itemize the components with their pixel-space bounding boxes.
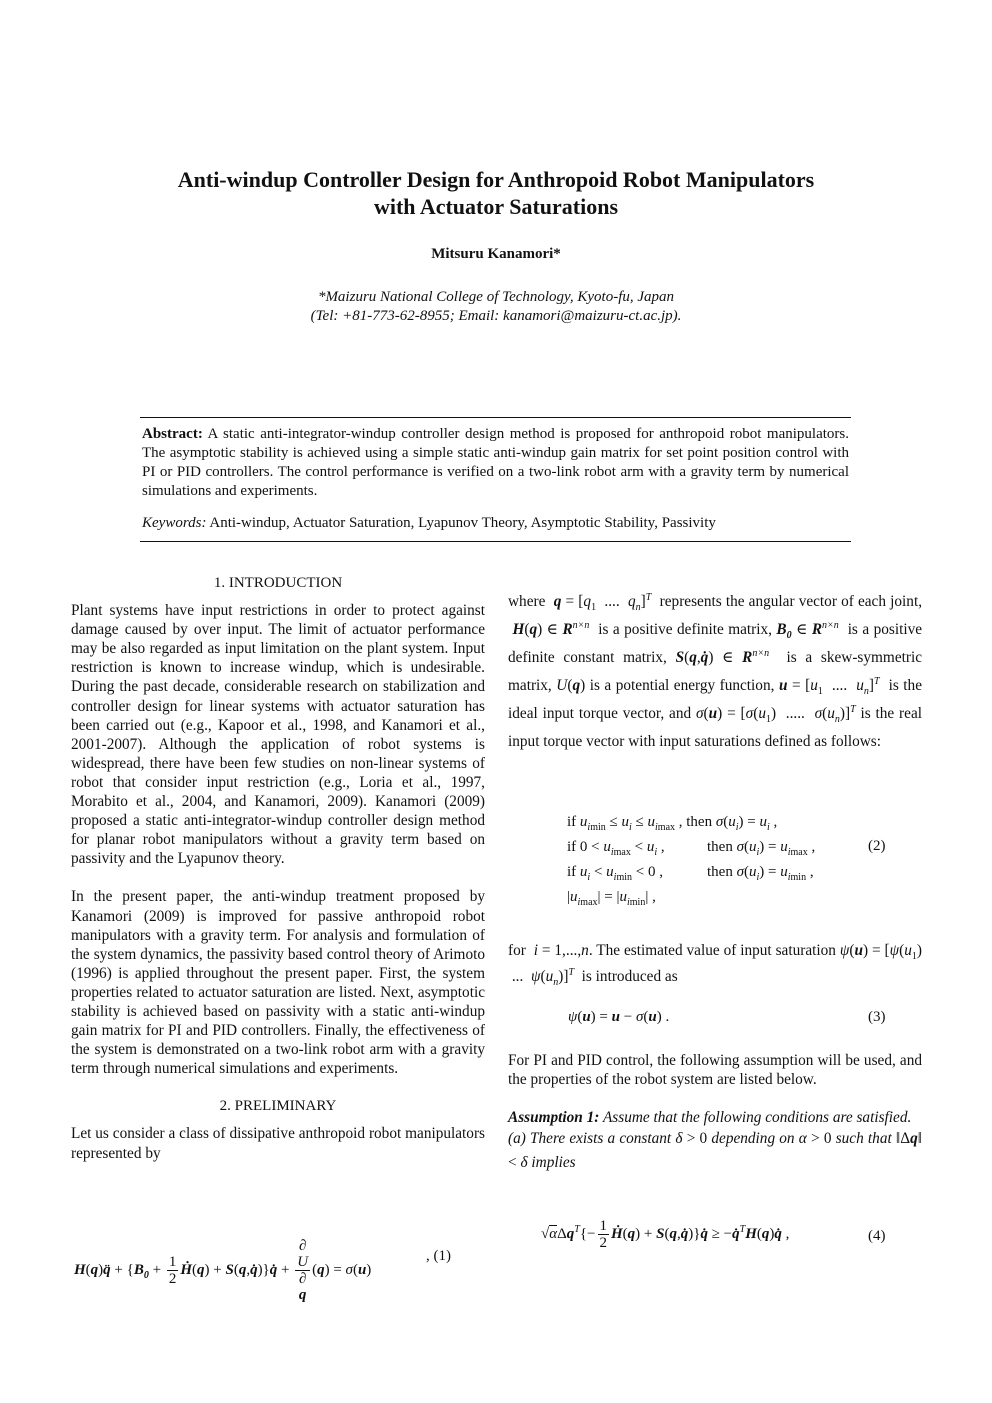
equation-4: √αΔq$^T${− $\frac{1}{2}$ Ḣ(q) + S(q,q̇)}q̇ ≥ −q̇$^T$H(q)q̇ , [541,1218,790,1251]
keywords-label: Keywords: [142,515,207,531]
left-column [71,574,485,1163]
condition-a: (a) There exists a constant δ > 0 depending on α > 0 such that ‖Δq‖ < δ implies [508,1130,923,1172]
where-text-b: represents the angular vector of each joint, [659,593,923,610]
right-column-top: where $q = [q_1$ .... $q_n]^T$ represents the angular vector of each joint, H(q) ∈ $R^{n\times n}$ is a positive definite matrix, $B_0$ ∈ $R^{n\times n}$ is a positive definite constant matrix, S(q,q̇) ∈ $R^{n\times n}$ is a skew-symmetric matrix, U(q) is a potential energy function, $u = [u_1$ .... $u_n]^T$ is the ideal input torque vector, and $\sigma(u) = [\sigma(u_1)$ ..... $\sigma(u_n)]^T$ is the real input torque vector with input saturations defined as follows: [508,591,923,750]
paper-title [96,166,896,220]
section-heading-introduction: 1. INTRODUCTION [213,575,343,591]
equation-4-number: (4) [868,1228,886,1244]
keywords [142,514,849,533]
where-text-e: is a skew-symmetric matrix, [508,649,922,694]
equation-3: ψ(u) = u − σ(u) . [568,1009,670,1025]
right-column-lower [508,1051,922,1175]
abstract-text: A static anti-integrator-windup controller design method is proposed for anthropoid robot manipulators. The asymptotic stability is achieved using a simple static anti-windup gain matrix for set point position control with PI or PID controllers. The control performance is verified on a two-link robot arm with a gravity term by numerical simulations and experiments. [142,426,849,499]
equation-1-number: , (1) [426,1248,451,1264]
intro-paragraph-1: Plant systems have input restrictions in order to protect against damage caused by over input. The limit of actuator performance may be also regarded as input limitation on the plant system. Input restriction is known to increase windup, which is undesirable. During the past decade, considerable research on stabilization and controller design for linear systems with actuator saturation has been carried out (e.g., Kapoor et al., 1998, and Kanamori et al., 2001-2007). Although the application of robot systems is widespread, there have been few studies on non-linear systems of robot that consider input restriction (e.g., Loria et al., 1997, Morabito et al., 2004, and Kanamori, 2009). Kanamori (2009) proposed a static anti-integrator-windup controller design method for planar robot manipulators without a gravity term based on passivity and the Lyapunov theory. [71,602,485,868]
condition-a-text-1: (a) There exists a constant [508,1130,672,1148]
abstract-top-rule [140,417,851,418]
where-text-g: is the ideal input torque vector, and [508,677,922,722]
condition-a-text-2: depending on [711,1130,795,1148]
equation-3-number: (3) [868,1009,886,1025]
for-word: for [508,942,526,959]
equation-2-number: (2) [868,838,886,854]
where-word: where [508,593,546,610]
title-line-1: Anti-windup Controller Design for Anthropoid Robot Manipulators [177,167,815,192]
author: Mitsuru Kanamori* [431,246,561,262]
assumption-label: Assumption 1: [508,1109,600,1127]
where-text-f: is a potential energy function, [589,677,775,694]
right-column-middle: for i = 1,...,n. The estimated value of input saturation $\psi(u) = [\psi(u_1)$ ... $\psi(u_n)]^T$ is introduced as [508,942,923,989]
equation-1: H(q)q̈ + {$B_0$ + $\frac{1}{2}$ Ḣ(q) + S(q,q̇)}q̇ + ∂ U ∂ q (q) = σ(u) [74,1238,372,1303]
preliminary-paragraph-1: Let us consider a class of dissipative anthropoid robot manipulators represented by [71,1125,485,1162]
assumption-paragraph [508,1108,922,1127]
where-text-d: is a positive definite constant matrix, [508,621,923,666]
pid-paragraph: For PI and PID control, the following assumption will be used, and the properties of the robot system are listed below. [508,1052,922,1089]
condition-a-text-4: implies [531,1154,576,1172]
where-text-h: is the real input torque vector with input saturations defined as follows: [508,705,922,750]
abstract [142,425,849,501]
where-text-c: is a positive definite matrix, [598,621,772,638]
keywords-text: Anti-windup, Actuator Saturation, Lyapunov Theory, Asymptotic Stability, Passivity [209,515,716,531]
affiliation-line-1: *Maizuru National College of Technology, Kyoto-fu, Japan [317,289,675,305]
affiliation [96,288,896,326]
abstract-bottom-rule [140,541,851,542]
intro-paragraph-2: In the present paper, the anti-windup treatment proposed by Kanamori (2009) is improved for passive anthropoid robot manipulators with a gravity term. For analysis and formulation of the system dynamics, the passivity based control theory of Arimoto (1996) is applied throughout the present paper. First, the system properties related to actuator saturation are listed. Next, asymptotic stability is achieved based on passivity with a static anti-windup gain matrix for PI and PID controllers. Finally, the effectiveness of the system is demonstrated on a two-link robot arm with a gravity term through numerical simulations and experiments. [71,888,485,1078]
condition-a-text-3: such that [835,1130,892,1148]
abstract-label: Abstract: [142,426,203,442]
introduced-text: is introduced as [581,968,678,985]
for-text-2: The estimated value of input saturation [596,942,836,959]
assumption-text: Assume that the following conditions are satisfied. [602,1109,912,1127]
affiliation-line-2: (Tel: +81-773-62-8955; Email: kanamori@maizuru-ct.ac.jp). [310,308,682,324]
equation-2: if $u_{imin} \le u_i \le u_{imax}$ , then $\sigma(u_i) = u_i$ , if $0 < u_{imax} < u_i$ , then $\sigma(u_i) = u_{imax}$ , if $u_i < u_{imin} < 0$ , then $\sigma(u_i) = u_{imin}$ , $|u_{imax}| = |u_{imin}|$ , [567,814,816,908]
title-line-2: with Actuator Saturations [373,194,619,219]
section-heading-preliminary: 2. PRELIMINARY [219,1098,337,1115]
